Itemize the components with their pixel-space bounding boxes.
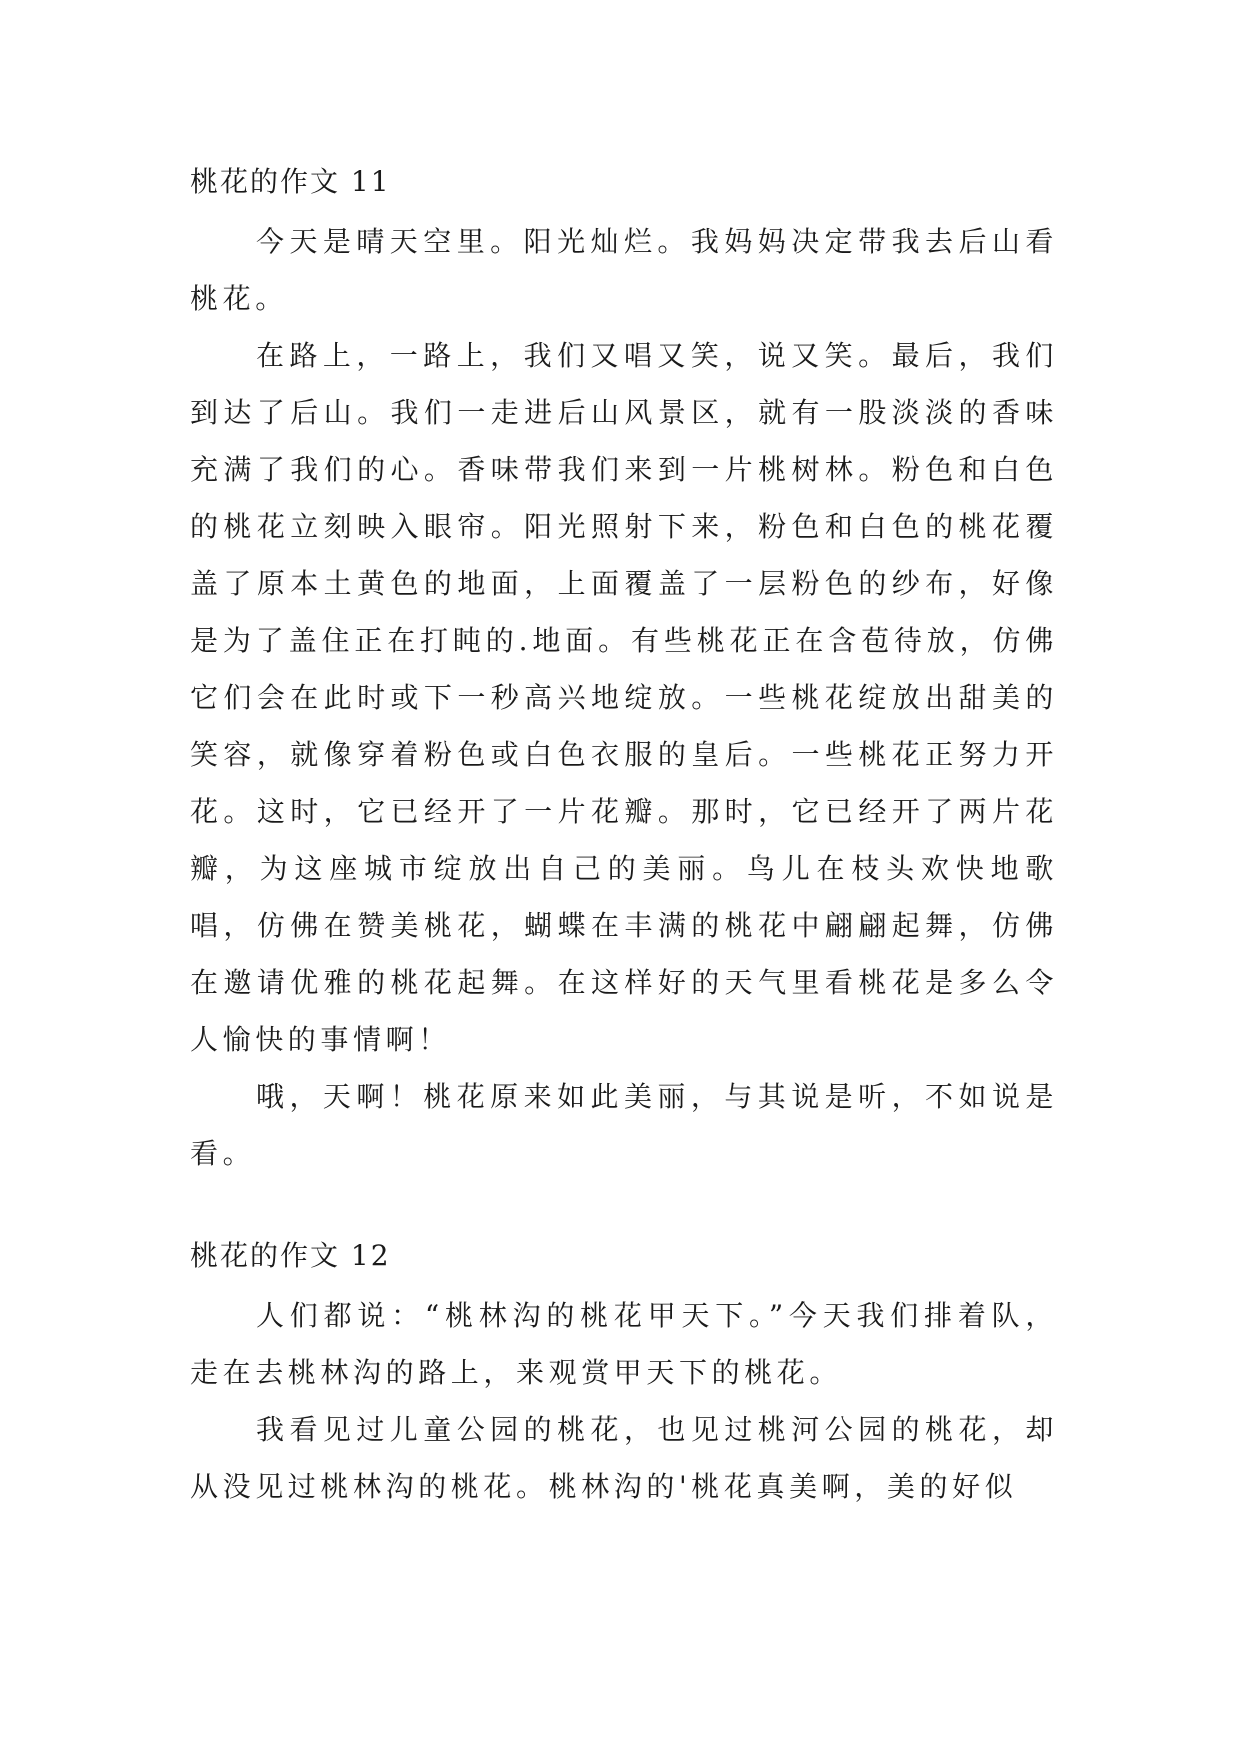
essay-section-11 [190, 160, 1058, 1182]
essay-section-12 [190, 1234, 1058, 1515]
document-page [190, 160, 1058, 1515]
paragraph: 我看见过儿童公园的桃花，也见过桃河公园的桃花，却从没见过桃林沟的桃花。桃林沟的'桃花真美啊，美的好似 [190, 1413, 1058, 1503]
section-title: 桃花的作文 12 [190, 1239, 391, 1272]
paragraph: 今天是晴天空里。阳光灿烂。我妈妈决定带我去后山看桃花。 [190, 225, 1058, 315]
section-title: 桃花的作文 11 [190, 165, 391, 198]
section-spacer [190, 1182, 1058, 1234]
paragraph: 在路上，一路上，我们又唱又笑，说又笑。最后，我们到达了后山。我们一走进后山风景区，就有一股淡淡的香味充满了我们的心。香味带我们来到一片桃树林。粉色和白色的桃花立刻映入眼帘。阳光照射下来，粉色和白色的桃花覆盖了原本土黄色的地面，上面覆盖了一层粉色的纱布，好像是为了盖住正在打盹的.地面。有些桃花正在含苞待放，仿佛它们会在此时或下一秒高兴地绽放。一些桃花绽放出甜美的笑容，就像穿着粉色或白色衣服的皇后。一些桃花正努力开花。这时，它已经开了一片花瓣。那时，它已经开了两片花瓣，为这座城市绽放出自己的美丽。鸟儿在枝头欢快地歌唱，仿佛在赞美桃花，蝴蝶在丰满的桃花中翩翩起舞，仿佛在邀请优雅的桃花起舞。在这样好的天气里看桃花是多么令人愉快的事情啊！ [190, 339, 1058, 1056]
paragraph: 哦，天啊！桃花原来如此美丽，与其说是听，不如说是看。 [190, 1080, 1058, 1170]
paragraph: 人们都说：“桃林沟的桃花甲天下。”今天我们排着队，走在去桃林沟的路上，来观赏甲天下的桃花。 [190, 1299, 1058, 1389]
